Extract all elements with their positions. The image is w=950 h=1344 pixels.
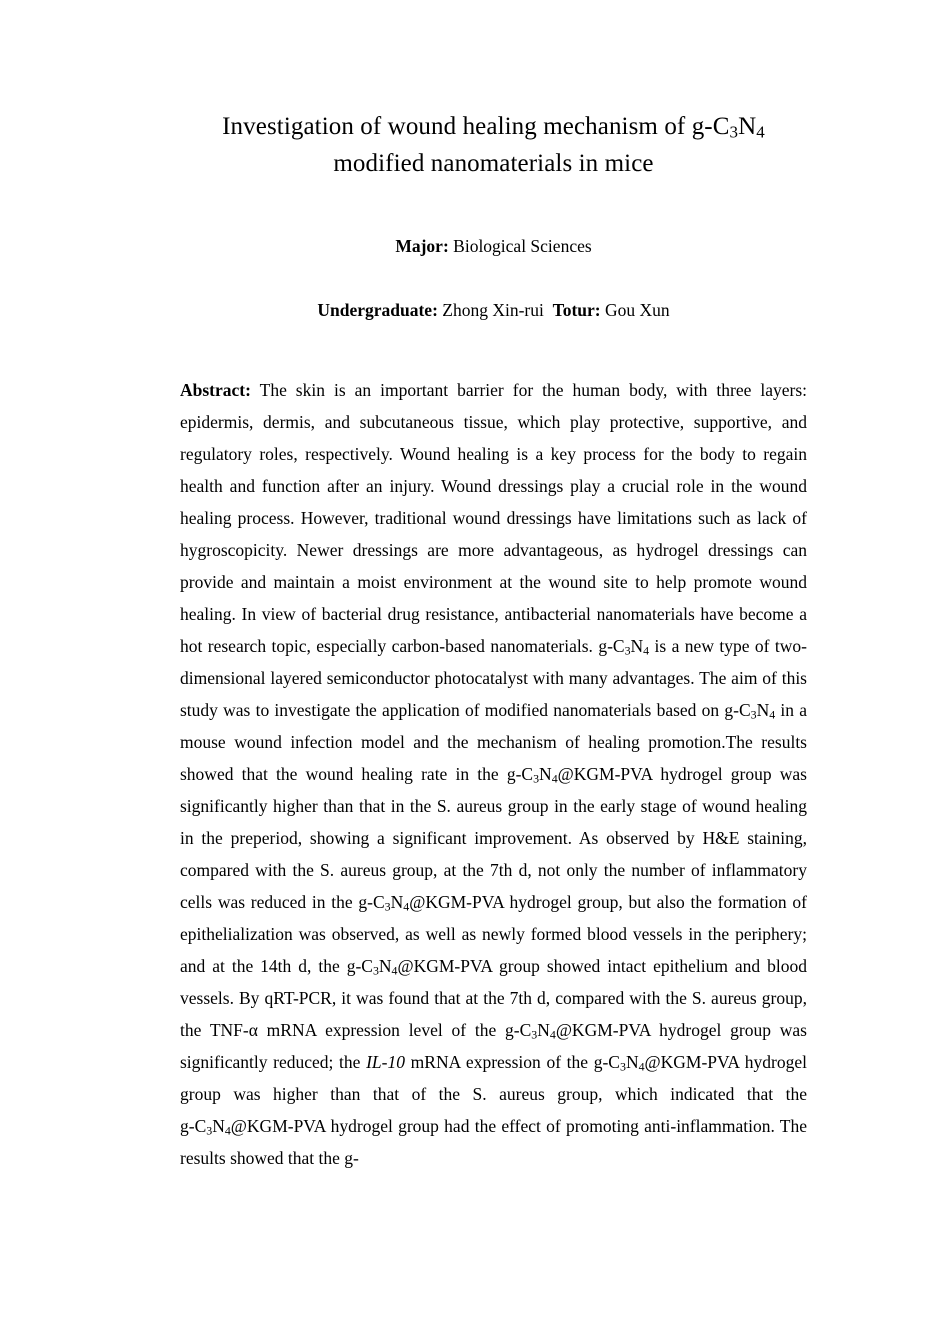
formula-suffix: @KGM-PVA bbox=[555, 1020, 651, 1040]
title-subscript-3: 3 bbox=[729, 122, 739, 142]
major-line bbox=[180, 234, 807, 258]
formula-subscript-4: 4 bbox=[551, 771, 558, 786]
formula-subscript-3: 3 bbox=[206, 1123, 213, 1138]
title-subscript-4: 4 bbox=[756, 122, 765, 142]
title-line-1 bbox=[222, 113, 765, 140]
formula-text: N bbox=[378, 956, 392, 976]
abstract-text-5: hydrogel group, but also the formation of epithelialization was observed, as well as newly formed blood vessels in the periphery; and at the 14th d, the bbox=[180, 892, 807, 976]
formula-gcn-kgm-3 bbox=[347, 956, 492, 976]
formula-subscript-3: 3 bbox=[372, 963, 379, 978]
abstract-text-8: mRNA expression of the bbox=[405, 1052, 594, 1072]
title-block bbox=[180, 0, 807, 182]
formula-subscript-3: 3 bbox=[624, 643, 631, 658]
abstract-text-4: hydrogel group was significantly higher than that in the S. aureus group in the early stage of wound healing in the preperiod, showing a significant improvement. As observed by H&E staining, compared with the S. aureus group, at the 7th d, not only the number of inflammatory cells was reduced in the bbox=[180, 764, 807, 912]
formula-text: N bbox=[539, 764, 552, 784]
formula-text: g-C bbox=[506, 764, 534, 784]
tutor-label: Totur: bbox=[552, 300, 601, 320]
formula-gcn-kgm-4 bbox=[505, 1020, 650, 1040]
formula-text: g-C bbox=[724, 700, 751, 720]
formula-subscript-3: 3 bbox=[533, 771, 540, 786]
title-text-part: N bbox=[738, 113, 757, 140]
abstract-text-7: hydrogel group was significantly reduced; the bbox=[180, 1020, 807, 1072]
formula-gcn-1 bbox=[598, 636, 649, 656]
formula-gcn-kgm-6 bbox=[180, 1116, 325, 1136]
abstract-text-2: is a new type of two-dimensional layered semiconductor photocatalyst with many advantages. The aim of this study was to investigate the application of modified nanomaterials based on bbox=[180, 636, 807, 720]
tutor-value: Gou Xun bbox=[604, 300, 670, 320]
abstract-text-6: group showed intact epithelium and blood vessels. By qRT-PCR, it was found that at the 7th d, compared with the S. aureus group, the TNF-α mRNA expression level of the bbox=[180, 956, 807, 1040]
formula-suffix: @KGM-PVA bbox=[397, 956, 493, 976]
formula-subscript-4: 4 bbox=[769, 707, 776, 722]
title-line-2: modified nanomaterials in mice bbox=[333, 150, 654, 177]
formula-gcn-kgm-1 bbox=[507, 764, 652, 784]
abstract-label: Abstract: bbox=[180, 380, 251, 400]
formula-subscript-3: 3 bbox=[750, 707, 757, 722]
formula-gcn-kgm-2 bbox=[358, 892, 503, 912]
formula-subscript-4: 4 bbox=[638, 1059, 645, 1074]
gene-name-il10: IL-10 bbox=[366, 1052, 405, 1072]
abstract-text-10: hydrogel group had the effect of promoting anti-inflammation. The results showed that the g- bbox=[180, 1116, 807, 1168]
title-text-part: Investigation of wound healing mechanism of g-C bbox=[222, 113, 730, 140]
abstract-text-1: The skin is an important barrier for the human body, with three layers: epidermis, dermis, and subcutaneous tissue, which play protective, supportive, and regulatory roles, respectively. Wound healing is a key process for the body to regain health and function after an injury. Wound dressings play a crucial role in the wound healing process. However, traditional wound dressings have limitations such as lack of hygroscopicity. Newer dressings are more advantageous, as hydrogel dressings can provide and maintain a moist environment at the wound site to help promote wound healing. In view of bacterial drug resistance, antibacterial nanomaterials have become a hot research topic, especially carbon-based nanomaterials. bbox=[180, 380, 807, 656]
abstract-text-3: in a mouse wound infection model and the mechanism of healing promotion.The results showed that the wound healing rate in the bbox=[180, 700, 807, 784]
formula-suffix: @KGM-PVA bbox=[409, 892, 504, 912]
formula-text: N bbox=[756, 700, 770, 720]
formula-text: N bbox=[212, 1116, 225, 1136]
undergraduate-label: Undergraduate: bbox=[317, 300, 438, 320]
formula-text: N bbox=[630, 636, 644, 656]
formula-subscript-3: 3 bbox=[384, 899, 391, 914]
formula-text: g-C bbox=[346, 956, 373, 976]
people-line bbox=[180, 298, 807, 322]
formula-subscript-4: 4 bbox=[549, 1027, 556, 1042]
formula-subscript-3: 3 bbox=[619, 1059, 626, 1074]
formula-subscript-4: 4 bbox=[224, 1123, 231, 1138]
metadata-block bbox=[180, 234, 807, 322]
formula-text: N bbox=[390, 892, 404, 912]
formula-text: g-C bbox=[593, 1052, 620, 1072]
formula-text: g-C bbox=[180, 1116, 207, 1136]
formula-text: N bbox=[625, 1052, 639, 1072]
formula-text: N bbox=[537, 1020, 550, 1040]
major-label: Major: bbox=[395, 236, 449, 256]
formula-gcn-2 bbox=[724, 700, 775, 720]
formula-text: g-C bbox=[358, 892, 385, 912]
abstract-paragraph bbox=[180, 374, 807, 1174]
undergraduate-value: Zhong Xin-rui bbox=[442, 300, 544, 320]
formula-text: g-C bbox=[505, 1020, 532, 1040]
formula-subscript-4: 4 bbox=[643, 643, 650, 658]
formula-gcn-kgm-5 bbox=[594, 1052, 739, 1072]
formula-subscript-4: 4 bbox=[403, 899, 410, 914]
formula-suffix: @KGM-PVA bbox=[557, 764, 653, 784]
formula-text: g-C bbox=[598, 636, 625, 656]
formula-subscript-3: 3 bbox=[531, 1027, 538, 1042]
major-value: Biological Sciences bbox=[453, 236, 592, 256]
formula-suffix: @KGM-PVA bbox=[644, 1052, 740, 1072]
formula-subscript-4: 4 bbox=[391, 963, 398, 978]
formula-suffix: @KGM-PVA bbox=[230, 1116, 326, 1136]
page-title bbox=[180, 108, 807, 182]
abstract-text-9: hydrogel group was higher than that of the S. aureus group, which indicated that the bbox=[180, 1052, 807, 1104]
